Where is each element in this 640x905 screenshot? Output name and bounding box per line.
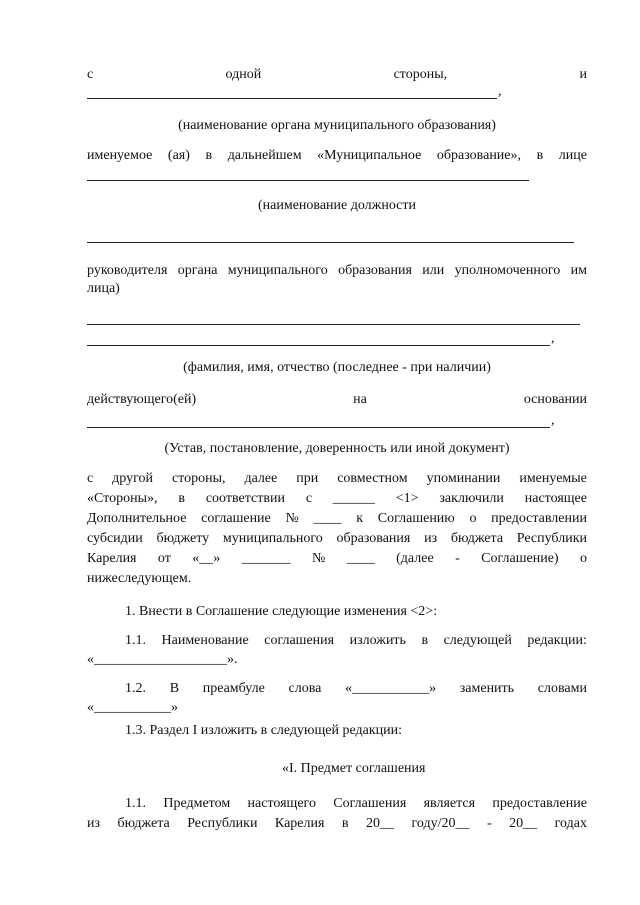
comma: , xyxy=(551,331,555,346)
word: другой xyxy=(112,471,153,486)
word: с xyxy=(87,471,94,486)
word: 1.1. xyxy=(125,633,146,648)
word: 20__ xyxy=(509,816,538,831)
word: совместном xyxy=(337,471,408,486)
word: соглашения xyxy=(264,633,335,648)
word: муниципального xyxy=(227,263,328,278)
word: <1> xyxy=(395,491,419,506)
word: при xyxy=(296,471,319,486)
fill-in-line xyxy=(87,180,529,181)
caption: (Устав, постановление, доверенность или иной документ) xyxy=(164,441,510,456)
word: следующей xyxy=(443,633,512,648)
text-line xyxy=(87,391,587,409)
word: Соглашение) xyxy=(481,551,559,566)
word: бюджета xyxy=(117,816,170,831)
word: «___________» xyxy=(345,681,437,696)
word: уполномоченного xyxy=(454,263,561,278)
word: Предметом xyxy=(163,796,231,811)
word: заключили xyxy=(439,491,504,506)
item-1-1-cont: «___________________». xyxy=(87,652,238,667)
word: «Муниципальное xyxy=(317,148,422,163)
word: ____ xyxy=(346,551,375,566)
word: В xyxy=(169,681,180,696)
item-1-3: 1.3. Раздел I изложить в следующей редакции: xyxy=(125,723,403,738)
word: годах xyxy=(554,816,587,831)
word: Карелия xyxy=(87,551,137,566)
text-line xyxy=(87,470,587,488)
word: Республики xyxy=(187,816,258,831)
text-line: лица) xyxy=(87,281,120,296)
fill-in-line xyxy=(87,345,550,346)
comma: , xyxy=(498,84,502,99)
text-line xyxy=(87,490,587,508)
word: 1.1. xyxy=(125,796,146,811)
word: действующего(ей) xyxy=(87,392,197,407)
word: 20__ xyxy=(366,816,395,831)
text-line xyxy=(87,66,587,84)
caption: (наименование органа муниципального образования) xyxy=(178,118,496,133)
word: словами xyxy=(537,681,587,696)
word: ______ xyxy=(332,491,375,506)
word: соответствии xyxy=(205,491,285,506)
word: на xyxy=(353,392,367,407)
word: и xyxy=(579,67,587,82)
word: преамбуле xyxy=(202,681,265,696)
item-1: 1. Внести в Соглашение следующие изменения <2>: xyxy=(125,604,438,619)
word: бюджета xyxy=(450,531,504,546)
text-line xyxy=(87,530,587,548)
word: от xyxy=(157,551,171,566)
word: в xyxy=(178,491,185,506)
word: с xyxy=(305,491,313,506)
fill-in-line xyxy=(87,427,550,428)
word: образования xyxy=(336,531,411,546)
word: настоящего xyxy=(247,796,316,811)
word: руководителя xyxy=(87,263,168,278)
section-heading: «I. Предмет соглашения xyxy=(282,761,426,776)
comma: , xyxy=(551,413,555,428)
word: предоставлении xyxy=(491,511,587,526)
text-line xyxy=(87,147,587,165)
word: ____ xyxy=(313,511,342,526)
word: Наименование xyxy=(161,633,249,648)
text-line xyxy=(87,550,587,568)
item-1-1-subject xyxy=(125,795,587,813)
word: одной xyxy=(225,67,262,82)
word: - xyxy=(455,551,460,566)
word: основании xyxy=(523,392,587,407)
word: именуемое xyxy=(87,148,153,163)
word: заменить xyxy=(459,681,515,696)
item-1-2-cont: «___________» xyxy=(87,700,178,715)
word: к xyxy=(356,511,364,526)
word: № xyxy=(285,511,299,526)
word: Соглашения xyxy=(333,796,407,811)
word: «__» xyxy=(192,551,221,566)
word: органа xyxy=(177,263,218,278)
word: в xyxy=(205,148,213,163)
text-line xyxy=(87,815,587,833)
word: субсидии xyxy=(87,531,143,546)
word: (далее xyxy=(396,551,434,566)
word: настоящее xyxy=(524,491,587,506)
word: - xyxy=(487,816,492,831)
word: лице xyxy=(558,148,587,163)
word: из xyxy=(87,816,101,831)
word: (ая) xyxy=(167,148,190,163)
fill-in-line xyxy=(87,242,574,243)
fill-in-line xyxy=(87,324,580,325)
word: из xyxy=(424,531,438,546)
word: редакции: xyxy=(527,633,587,648)
caption: (наименование должности xyxy=(257,198,417,213)
word: образование», xyxy=(436,148,522,163)
word: дальнейшем xyxy=(227,148,302,163)
text-line xyxy=(87,510,587,528)
fill-in-line xyxy=(87,98,497,99)
item-1-2 xyxy=(125,680,587,698)
word: _______ xyxy=(241,551,291,566)
word: Республики xyxy=(516,531,587,546)
word: году/20__ xyxy=(411,816,470,831)
word: им xyxy=(570,263,587,278)
word: Соглашению xyxy=(377,511,455,526)
word: о xyxy=(579,551,587,566)
word: изложить xyxy=(349,633,406,648)
word: Дополнительное xyxy=(87,511,187,526)
word: в xyxy=(341,816,349,831)
word: бюджету xyxy=(156,531,210,546)
word: предоставление xyxy=(492,796,587,811)
word: в xyxy=(421,633,429,648)
word: упоминании xyxy=(426,471,501,486)
word: № xyxy=(312,551,326,566)
word: о xyxy=(469,511,477,526)
word: именуемые xyxy=(519,471,587,486)
word: стороны, xyxy=(393,67,448,82)
word: слова xyxy=(288,681,322,696)
word: является xyxy=(423,796,476,811)
word: муниципального xyxy=(222,531,323,546)
word: далее xyxy=(244,471,278,486)
text-line xyxy=(87,262,587,280)
word: Карелия xyxy=(274,816,325,831)
word: в xyxy=(536,148,544,163)
word: соглашение xyxy=(201,511,271,526)
word: образования xyxy=(338,263,412,278)
caption: (фамилия, имя, отчество (последнее - при наличии) xyxy=(183,360,491,375)
item-1-1 xyxy=(125,632,587,650)
text-line: нижеследующем. xyxy=(87,571,192,586)
word: 1.2. xyxy=(125,681,146,696)
word: или xyxy=(422,263,445,278)
word: «Стороны», xyxy=(87,491,158,506)
word: стороны, xyxy=(171,471,226,486)
word: с xyxy=(87,67,94,82)
